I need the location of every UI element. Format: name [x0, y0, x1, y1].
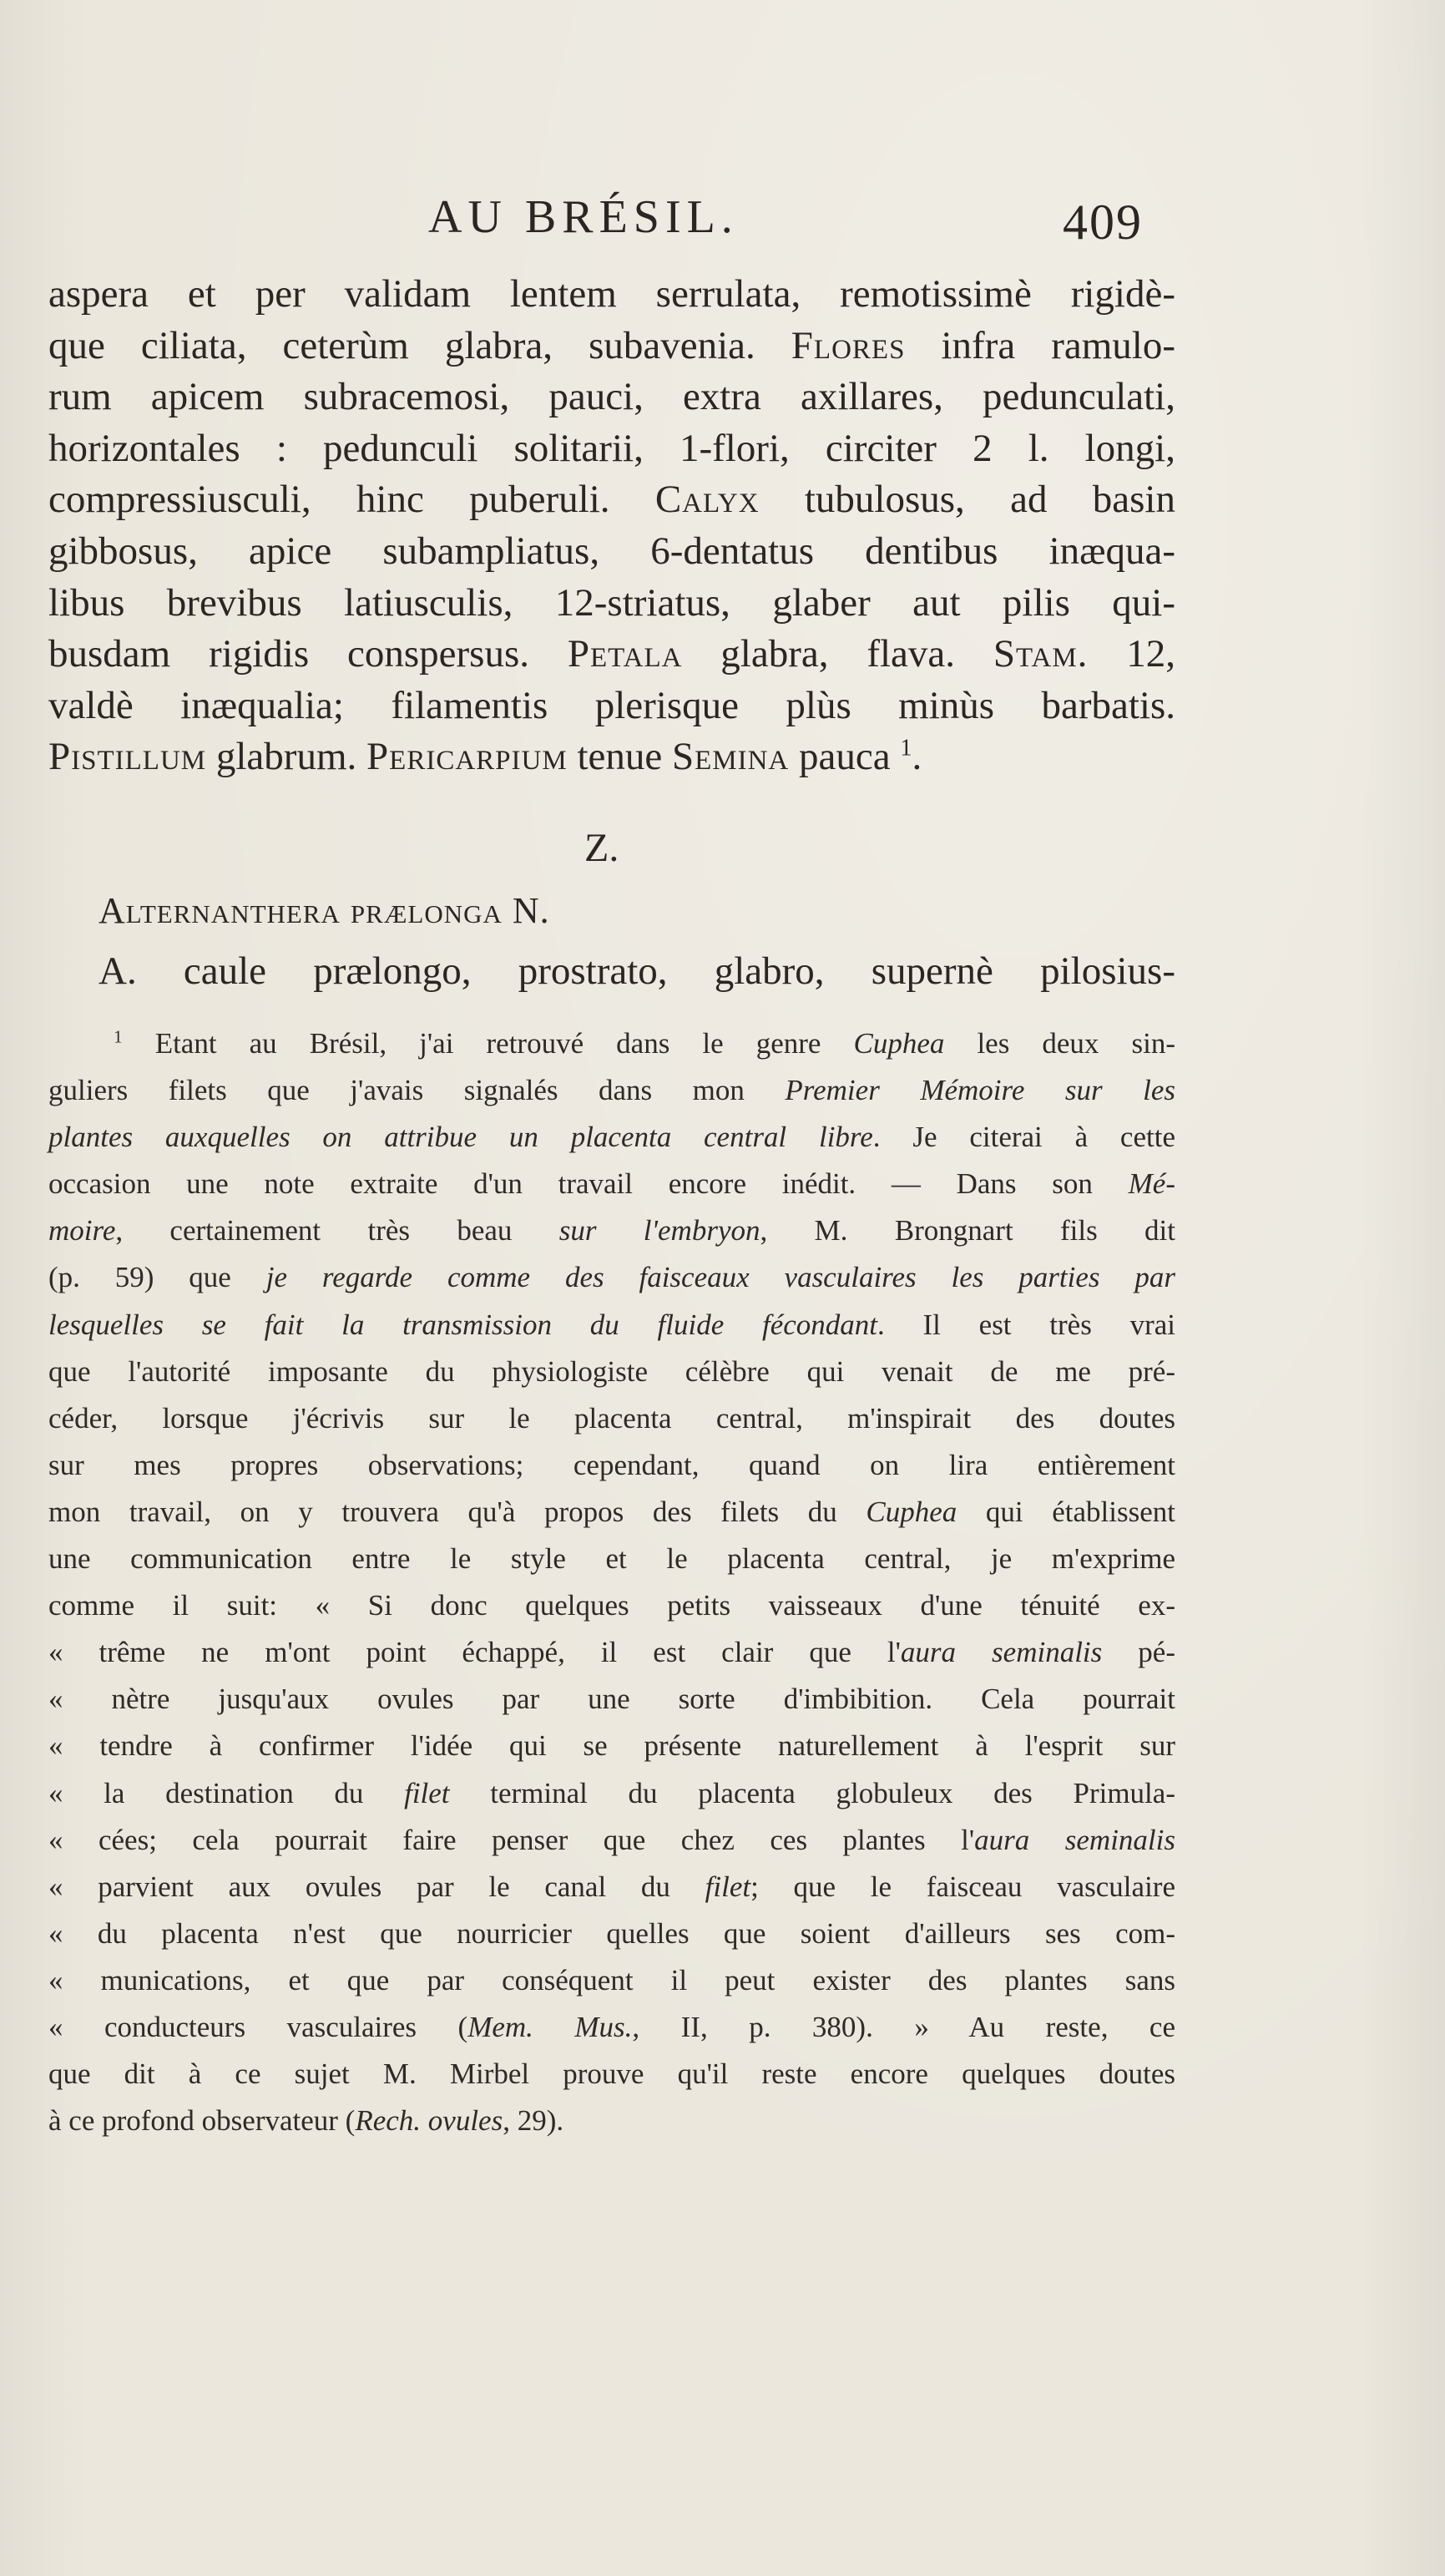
text-line: gibbosus, apice subampliatus, 6-dentatus dentibus inæqua- — [48, 529, 1175, 573]
footnote-line: « parvient aux ovules par le canal du filet; que le faisceau vasculaire — [48, 1870, 1175, 1903]
footnote-line: « cées; cela pourrait faire penser que chez ces plantes l'aura seminalis — [48, 1823, 1175, 1856]
text-line: busdam rigidis conspersus. Petala glabra, flava. Stam. 12, — [48, 632, 1176, 676]
footnote-line: que dit à ce sujet M. Mirbel prouve qu'il reste encore quelques doutes — [48, 2057, 1175, 2091]
text-line: valdè inæqualia; filamentis plerisque plùs minùs barbatis. — [48, 683, 1175, 727]
footnote-line: « munications, et que par conséquent il peut exister des plantes sans — [48, 1963, 1175, 1997]
main-text — [48, 269, 1175, 783]
footnote — [48, 1020, 1175, 2144]
text-line: Pistillum glabrum. Pericarpium tenue Semina pauca $^1$. — [48, 735, 922, 779]
footnote-line: « conducteurs vasculaires (Mem. Mus., II, p. 380). » Au reste, ce — [48, 2010, 1175, 2043]
footnote-line: moire, certainement très beau sur l'embryon, M. Brongnart fils dit — [48, 1214, 1175, 1248]
footnote-line: plantes auxquelles on attribue un placenta central libre. Je citerai à cette — [48, 1121, 1175, 1154]
footnote-ref: 1 — [900, 735, 912, 762]
text-line: rum apicem subracemosi, pauci, extra axillares, pedunculati, — [48, 375, 1175, 419]
footnote-line: à ce profond observateur (Rech. ovules, 29). — [48, 2104, 564, 2138]
footnote-line: une communication entre le style et le placenta central, je m'exprime — [48, 1542, 1175, 1576]
species-name: Alternanthera prælonga N. — [99, 890, 550, 931]
footnote-line: « nètre jusqu'aux ovules par une sorte d'imbibition. Cela pourrait — [48, 1683, 1175, 1716]
species-description: A. caule prælongo, prostrato, glabro, supernè pilosius- — [99, 949, 1175, 993]
footnote-line: « du placenta n'est que nourricier quelles que soient d'ailleurs ses com- — [48, 1916, 1175, 1950]
footnote-line: sur mes propres observations; cependant, quand on lira entièrement — [48, 1448, 1175, 1481]
footnote-line: « tendre à confirmer l'idée qui se présente naturellement à l'esprit sur — [48, 1729, 1175, 1763]
section-heading: Z. — [584, 826, 619, 870]
footnote-line: que l'autorité imposante du physiologiste célèbre qui venait de me pré- — [48, 1354, 1175, 1388]
footnote-line: « la destination du filet terminal du placenta globuleux des Primula- — [48, 1776, 1175, 1809]
footnote-line: lesquelles se fait la transmission du fluide fécondant. Il est très vrai — [48, 1308, 1175, 1341]
running-title: AU BRÉSIL. — [428, 191, 739, 243]
footnote-line: occasion une note extraite d'un travail encore inédit. — Dans son Mé- — [48, 1167, 1175, 1201]
footnote-line: céder, lorsque j'écrivis sur le placenta central, m'inspirait des doutes — [48, 1401, 1175, 1435]
text-line: horizontales : pedunculi solitarii, 1-flori, circiter 2 l. longi, — [48, 426, 1175, 470]
text-line: aspera et per validam lentem serrulata, remotissimè rigidè- — [48, 272, 1175, 316]
footnote-line: mon travail, on y trouvera qu'à propos des filets du Cuphea qui établissent — [48, 1495, 1175, 1528]
footnote-line: $^1$ Etant au Brésil, j'ai retrouvé dans le genre Cuphea les deux sin- — [114, 1026, 1175, 1060]
text-line: compressiusculi, hinc puberuli. Calyx tubulosus, ad basin — [48, 478, 1175, 522]
footnote-line: guliers filets que j'avais signalés dans mon Premier Mémoire sur les — [48, 1074, 1176, 1107]
footnote-line: « trême ne m'ont point échappé, il est clair que l'aura seminalis pé- — [48, 1636, 1175, 1669]
text-line: que ciliata, ceterùm glabra, subavenia. Flores infra ramulo- — [48, 323, 1175, 367]
footnote-line: comme il suit: « Si donc quelques petits vaisseaux d'une ténuité ex- — [48, 1589, 1175, 1622]
page-number: 409 — [1063, 195, 1143, 250]
footnote-line: (p. 59) que je regarde comme des faisceaux vasculaires les parties par — [48, 1261, 1175, 1294]
text-line: libus brevibus latiusculis, 12-striatus, glaber aut pilis qui- — [48, 580, 1175, 625]
